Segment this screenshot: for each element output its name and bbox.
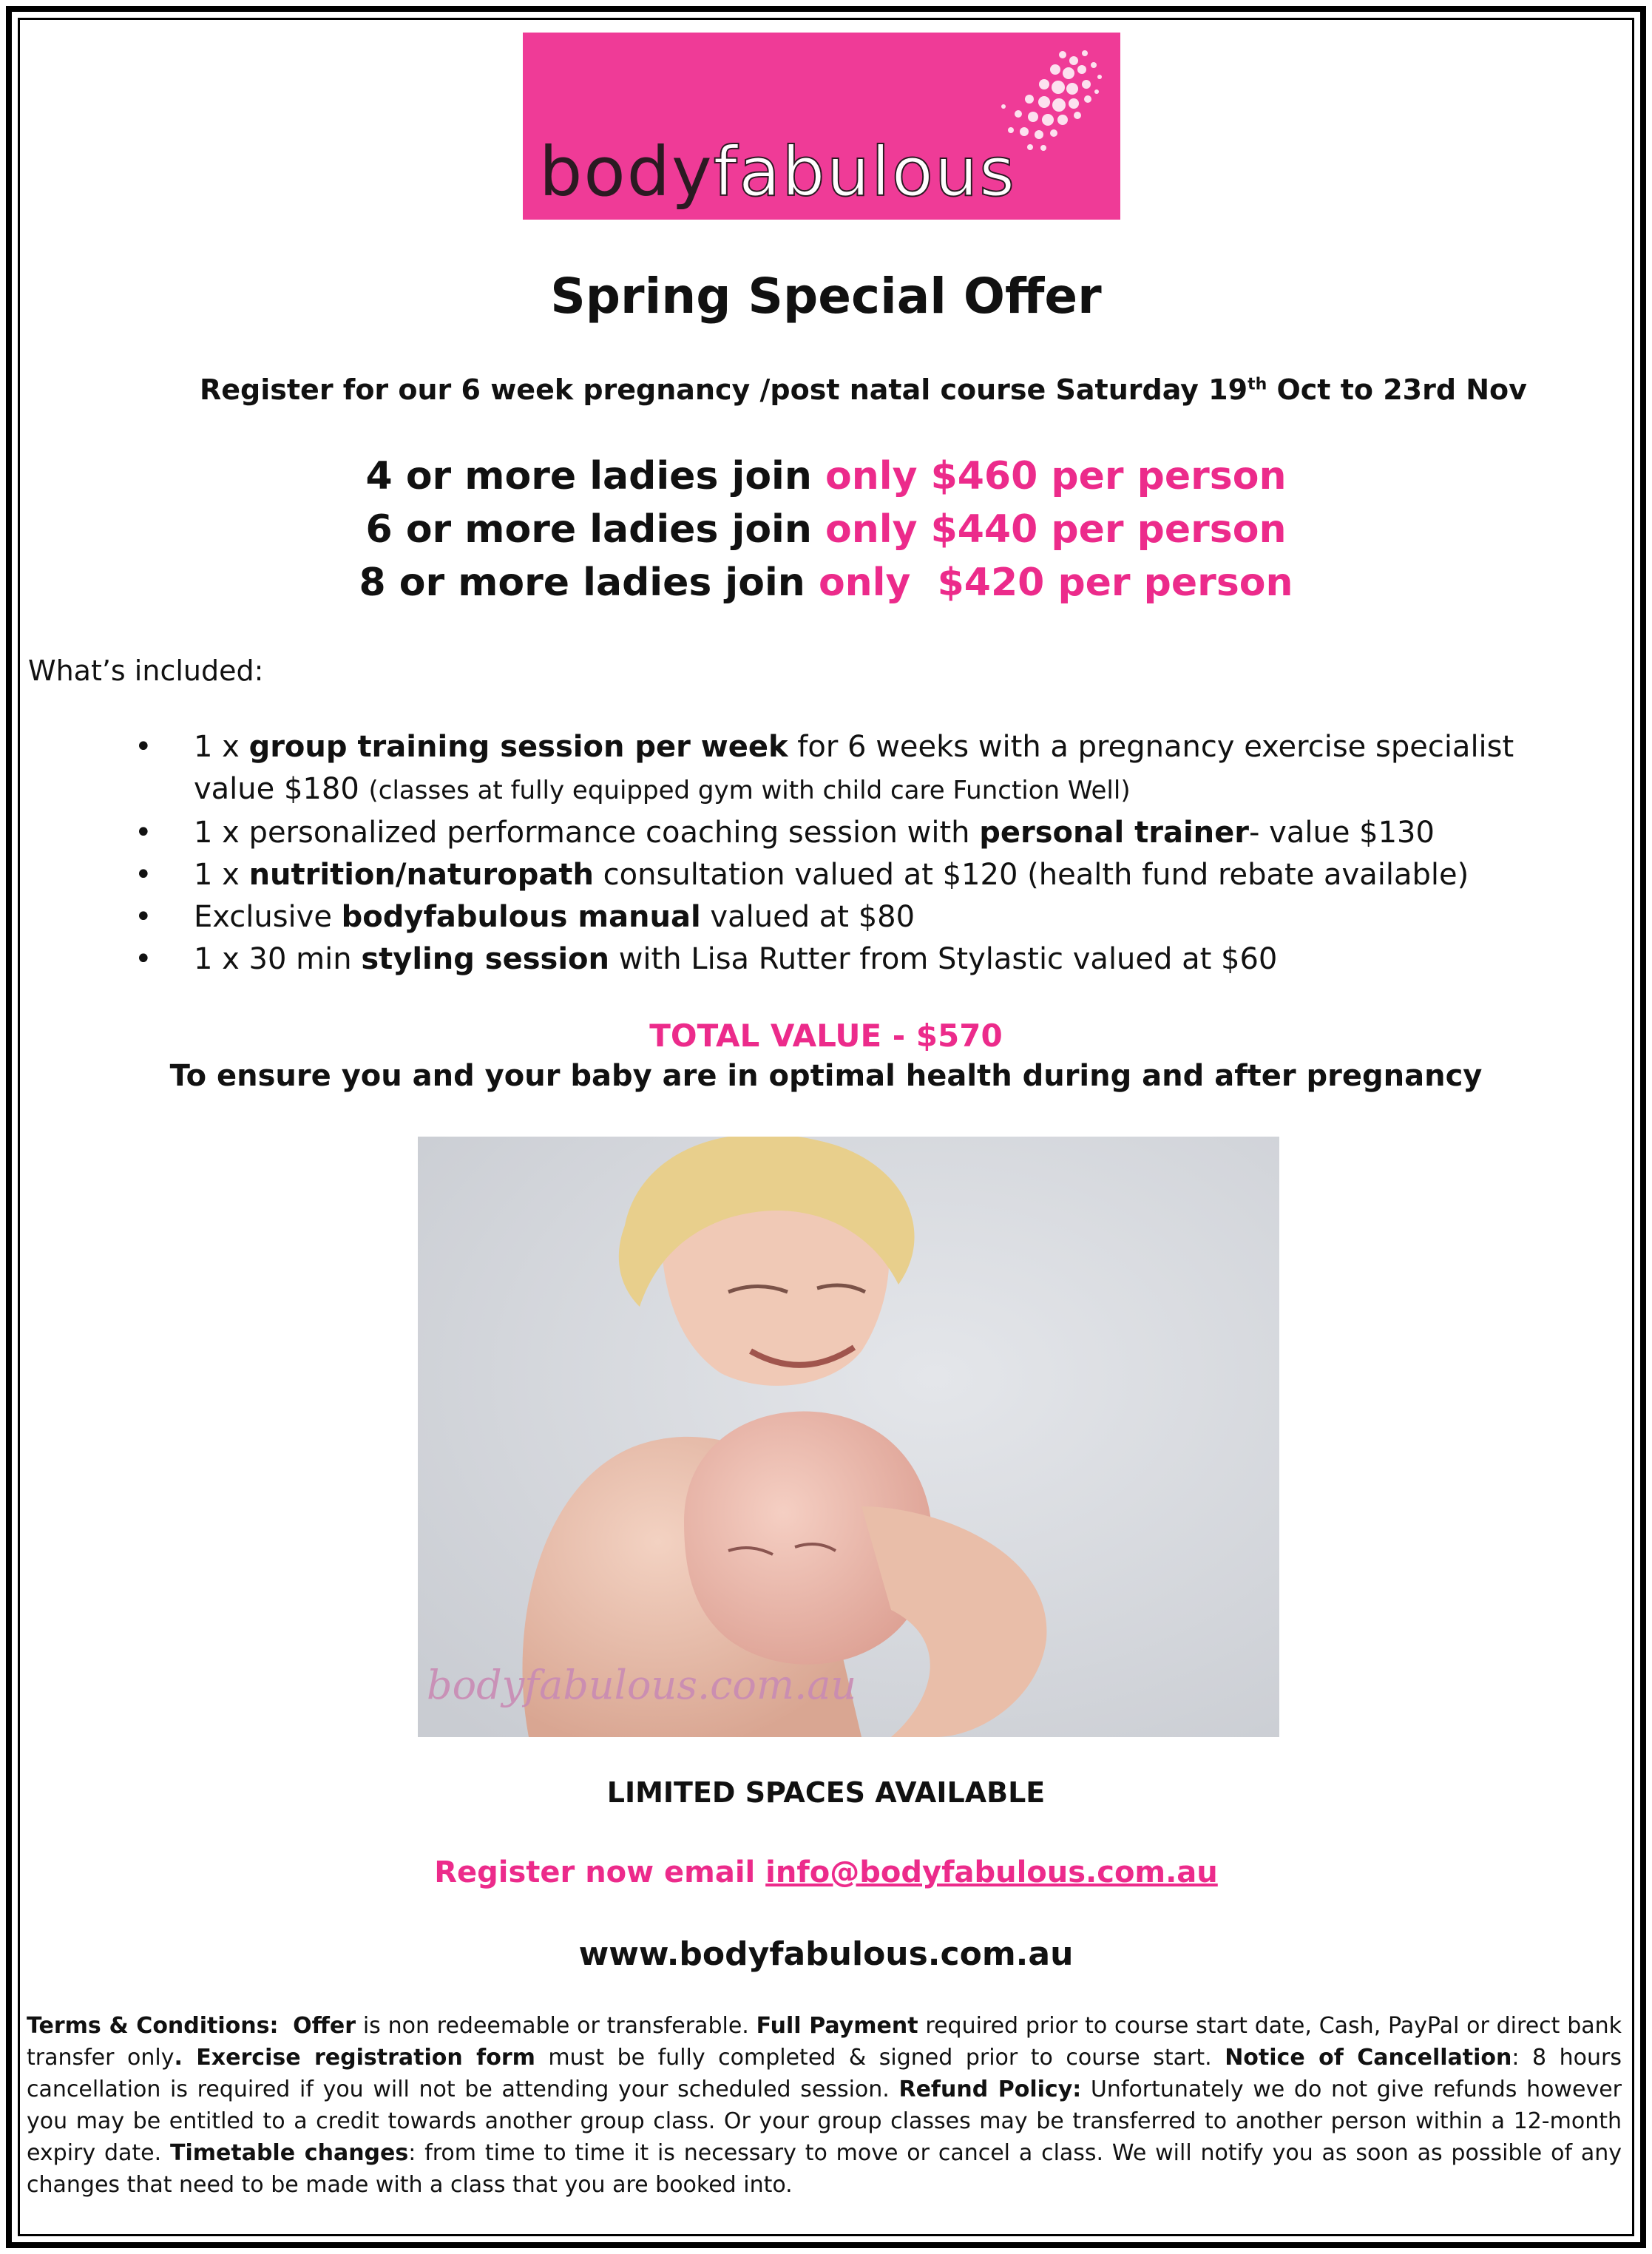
- photo-watermark: bodyfabulous.com.au: [427, 1662, 857, 1708]
- register-line: [0, 1855, 1652, 1889]
- terms-text: [279, 2013, 294, 2039]
- terms-keyword: Timetable changes: [170, 2140, 409, 2166]
- item-note: (classes at fully equipped gym with child care Function Well): [368, 776, 1131, 805]
- terms-text: required prior to course start date, Cash, PayPal or direct bank transfer only: [27, 2013, 1622, 2071]
- item-text: with Lisa Rutter from Stylastic valued at $60: [609, 942, 1278, 976]
- website-link[interactable]: www.bodyfabulous.com.au: [578, 1935, 1074, 1973]
- list-item: [126, 812, 1605, 854]
- price-group: 4 or more ladies join: [365, 454, 812, 498]
- item-text: for 6 weeks with a pregnancy exercise specialist: [788, 730, 1514, 764]
- item-highlight: styling session: [361, 942, 609, 976]
- terms-keyword: Refund Policy:: [898, 2077, 1082, 2102]
- item-highlight: personal trainer: [979, 816, 1250, 850]
- course-subtitle: [200, 373, 1527, 406]
- price-offer: only $460 per person: [825, 454, 1287, 498]
- mother-baby-photo: [418, 1137, 1279, 1737]
- terms-heading: Terms & Conditions:: [27, 2013, 279, 2039]
- included-list: [126, 726, 1605, 981]
- page-title: Spring Special Offer: [550, 268, 1102, 325]
- subtitle-text: Register for our 6 week pregnancy /post natal course Saturday 19: [200, 373, 1248, 406]
- terms-keyword: . Exercise registration form: [174, 2045, 535, 2071]
- price-line: [0, 454, 1652, 498]
- register-prefix: Register now email: [434, 1855, 766, 1889]
- photo-illustration: [418, 1137, 1279, 1737]
- terms-text: : 8 hours cancellation is required if you will not be attending your scheduled session.: [27, 2045, 1622, 2102]
- terms-keyword: Offer: [293, 2013, 356, 2039]
- list-item: [126, 726, 1605, 812]
- bodyfabulous-logo: [523, 33, 1120, 220]
- item-highlight: bodyfabulous manual: [341, 900, 701, 934]
- price-group: 6 or more ladies join: [365, 507, 812, 552]
- item-text: - value $130: [1249, 816, 1435, 850]
- list-item: [126, 938, 1605, 981]
- inner-border: [18, 18, 1634, 2236]
- logo-wordmark: [539, 132, 1017, 211]
- terms-text: must be fully completed & signed prior to course start.: [535, 2045, 1225, 2071]
- limited-spaces: LIMITED SPACES AVAILABLE: [606, 1776, 1046, 1809]
- item-text: valued at $80: [700, 900, 915, 934]
- terms-keyword: Notice of Cancellation: [1225, 2045, 1512, 2071]
- subtitle-sup: th: [1248, 375, 1267, 394]
- list-item: [126, 854, 1605, 896]
- terms-text: is non redeemable or transferable.: [356, 2013, 756, 2039]
- price-offer: only $440 per person: [825, 507, 1287, 552]
- total-value: TOTAL VALUE - $570: [649, 1018, 1003, 1054]
- terms-text: Unfortunately we do not give refunds however you may be entitled to a credit towards another group class. Or your group classes may be transferred to another person within a 12-month expiry date.: [27, 2077, 1622, 2166]
- item-text: 1 x 30 min: [194, 942, 362, 976]
- item-text: Exclusive: [194, 900, 342, 934]
- price-line: [0, 507, 1652, 552]
- item-highlight: group training session per week: [248, 730, 788, 764]
- terms-text: : from time to time it is necessary to move or cancel a class. We will notify you as soon as possible of any changes that need to be made with a class that you are booked into.: [27, 2140, 1622, 2198]
- price-offer: only $420 per person: [818, 561, 1293, 605]
- tagline: To ensure you and your baby are in optimal health during and after pregnancy: [169, 1059, 1483, 1093]
- price-line: [0, 561, 1652, 605]
- price-group: 8 or more ladies join: [359, 561, 805, 605]
- logo-word-body: body: [539, 132, 714, 211]
- list-item: [126, 896, 1605, 938]
- item-highlight: nutrition/naturopath: [248, 858, 594, 892]
- logo-word-fabulous: fabulous: [713, 132, 1017, 211]
- terms-keyword: Full Payment: [756, 2013, 918, 2039]
- email-link[interactable]: info@bodyfabulous.com.au: [765, 1855, 1218, 1889]
- subtitle-text-end: Oct to 23rd Nov: [1267, 373, 1527, 406]
- item-text: 1 x: [194, 858, 249, 892]
- included-label: What’s included:: [28, 654, 264, 687]
- item-text: value $180: [194, 772, 369, 806]
- item-text: 1 x personalized performance coaching session with: [194, 816, 980, 850]
- terms-and-conditions: [27, 2010, 1622, 2201]
- item-text: 1 x: [194, 730, 249, 764]
- item-text: consultation valued at $120 (health fund rebate available): [593, 858, 1469, 892]
